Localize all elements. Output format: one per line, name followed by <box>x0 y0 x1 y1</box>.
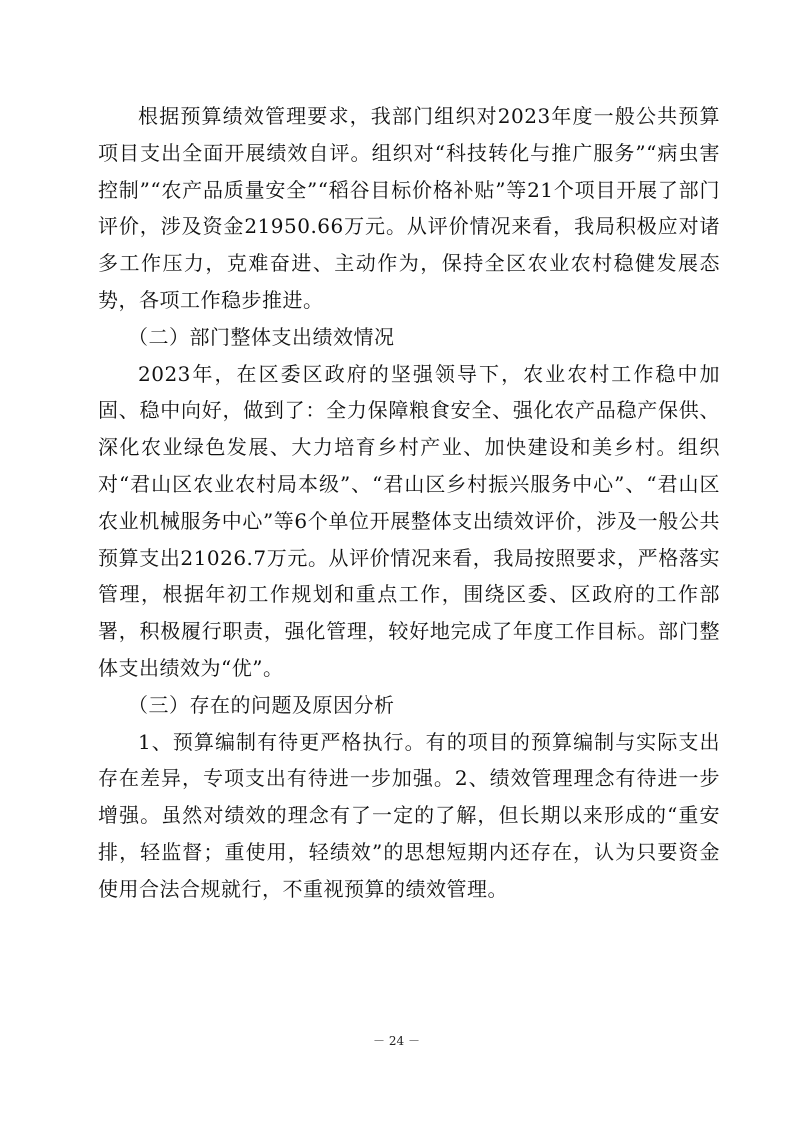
paragraph-performance-self-evaluation: 根据预算绩效管理要求，我部门组织对2023年度一般公共预算项目支出全面开展绩效自评。组织对“科技转化与推广服务”“病虫害控制”“农产品质量安全”“稻谷目标价格补贴”等21个项目开展了部门评价，涉及资金21950.66万元。从评价情况来看，我局积极应对诸多工作压力，克难奋进、主动作为，保持全区农业农村稳健发展态势，各项工作稳步推进。 <box>98 104 720 312</box>
section-heading-overall-expenditure: （二）部门整体支出绩效情况 <box>128 324 395 349</box>
document-body <box>98 98 720 908</box>
paragraph-overall-expenditure-performance: 2023年，在区委区政府的坚强领导下，农业农村工作稳中加固、稳中向好，做到了：全力保障粮食安全、强化农产品稳产保供、深化农业绿色发展、大力培育乡村产业、加快建设和美乡村。组织对“君山区农业农村局本级”、“君山区乡村振兴服务中心”、“君山区农业机械服务中心”等6个单位开展整体支出绩效评价，涉及一般公共预算支出21026.7万元。从评价情况来看，我局按照要求，严格落实管理，根据年初工作规划和重点工作，围绕区委、区政府的工作部署，积极履行职责，强化管理，较好地完成了年度工作目标。部门整体支出绩效为“优”。 <box>98 361 720 680</box>
paragraph-problems-analysis: 1、预算编制有待更严格执行。有的项目的预算编制与实际支出存在差异，专项支出有待进一步加强。2、绩效管理理念有待进一步增强。虽然对绩效的理念有了一定的了解，但长期以来形成的“重安排，轻监督；重使用，轻绩效”的思想短期内还存在，认为只要资金使用合法合规就行，不重视预算的绩效管理。 <box>98 729 720 901</box>
page-number: － 24 － <box>373 1034 420 1048</box>
section-heading-problems-analysis: （三）存在的问题及原因分析 <box>128 692 395 717</box>
